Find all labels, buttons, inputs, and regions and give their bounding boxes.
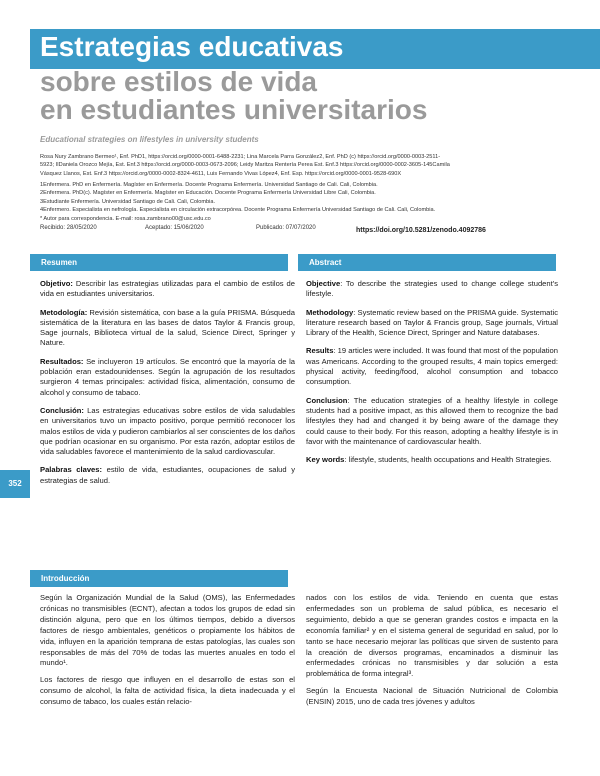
authors-line: 5923; IIDaniela Orozco Mejía, Est. Enf.3 https://orcid.org/0000-0003-0673-2096; Leidy Maritza Rentería Perea Est. Enf.3 https://orcid.org/0000-0002-3605-145Camila xyxy=(40,162,450,169)
resumen-objetivo: Objetivo: Describir las estrategias utilizadas para el cambio de estilos de vida en estudiantes universitarios. xyxy=(40,279,295,299)
resumen-heading: Resumen xyxy=(30,254,288,271)
affiliations-block xyxy=(40,181,560,223)
authors-block xyxy=(40,153,560,178)
resumen-conclusion: Conclusión: Las estrategias educativas sobre estilos de vida saludables en universitarios tuvo un impacto positivo, porque permitió reconocer los malos estilos de vida y pudieron cambiarlos al ser conscientes de los daños que podrían ocasionar en su organismo. Por esta razón, adoptar estilos de vida saludables favorece el mantenimiento de la salud cardiovascular. xyxy=(40,405,295,457)
intro-paragraph: Los factores de riesgo que influyen en el desarrollo de estas son el consumo de alcohol, la falta de actividad física, la dieta inadecuada y el consumo de tabaco, los cuales están relacio- xyxy=(40,675,295,707)
introduccion-right-column xyxy=(306,593,558,714)
introduccion-heading: Introducción xyxy=(30,570,288,587)
intro-paragraph: nados con los estilos de vida. Teniendo en cuenta que estas enfermedades son un problema de salud pública, es necesario el seguimiento, debido a que se generan grandes costos e impacta en la economía familiar² y en el sistema general de seguridad en salud, por lo tanto se hace necesario mejorar las políticas que sirven de sustento para la creación de diversos programas, encaminados a disminuir las enfermedades crónicas no transmisibles y dar solución a esta problemática de forma integral³. xyxy=(306,593,558,679)
resumen-resultados: Resultados: Se incluyeron 19 artículos. Se encontró que la mayoría de la población eran estadounidenses. Según la agrupación de los resultados surgieron 4 temas principales: actividad física, alimentación, consumo de alcohol y consumo de tabaco. xyxy=(40,356,295,397)
intro-paragraph: Según la Encuesta Nacional de Situación Nutricional de Colombia (ENSIN) 2015, uno de cada tres jóvenes y adultos xyxy=(306,686,558,707)
page-number: 352 xyxy=(0,470,30,498)
resumen-metodologia: Metodología: Revisión sistemática, con base a la guía PRISMA. Búsqueda sistemática de la literatura en las bases de datos Taylor & Francis group, Sage journals, Biblioteca virtual de la salud, Science Direct, Springer y Nature. xyxy=(40,307,295,348)
date-accepted: Aceptado: 15/06/2020 xyxy=(145,225,204,231)
abstract-body xyxy=(306,279,558,473)
authors-line: Vásquez Llanos, Est. Enf.3 https://orcid.org/0000-0002-8324-4611, Luis Fernando Vivas López4, Enf. Esp. https://orcid.org/0000-0001-9528-690X xyxy=(40,170,402,177)
abstract-heading: Abstract xyxy=(298,254,556,271)
resumen-body xyxy=(40,279,295,494)
corresponding-author: * Autor para correspondencia. E-mail: rosa.zambrano00@usc.edu.co xyxy=(40,215,211,222)
date-published: Publicado: 07/07/2020 xyxy=(256,225,316,231)
abstract-methodology: Methodology: Systematic review based on the PRISMA guide. Systematic literature research based on Taylor & Francis group, Sage journals, Virtual Library of the Health, Science Direct, Springer and Nature databases. xyxy=(306,307,558,338)
abstract-results: Results: 19 articles were included. It was found that most of the population was Americans. According to the grouped results, 4 main topics emerged: physical activity, feeding/food, alcohol consumption and tobacco consumption. xyxy=(306,346,559,387)
date-received: Recibido: 28/05/2020 xyxy=(40,225,97,231)
abstract-keywords: Key words: lifestyle, students, health occupations and Health Strategies. xyxy=(306,455,552,465)
doi-link[interactable]: https://doi.org/10.5281/zenodo.4092786 xyxy=(356,227,486,234)
affiliation: 2Enfermera. PhD(c). Magíster en Enfermería. Magíster en Educación. Docente Programa Enfermería Universidad Libre Cali, Colombia. xyxy=(40,190,376,197)
resumen-keywords: Palabras claves: estilo de vida, estudiantes, ocupaciones de salud y estrategias de salud. xyxy=(40,465,295,485)
affiliation: 4Enfermero. Especialista en nefrología. Especialista en circulación extracorpórea. Docente Programa Enfermería Universidad Santiago de Cali. Cali, Colombia. xyxy=(40,207,436,214)
intro-paragraph: Según la Organización Mundial de la Salud (OMS), las Enfermedades crónicas no transmisibles (ECNT), afectan a todos los grupos de edad sin distinción alguna, pero que en los últimos tiempos, debido a diversos factores de riesgo ambientales, genéticos o propiamente los hábitos de vida, influyen en la aparición temprana de estas patologías, las cuales son responsables de más del 70% de todas las muertes anuales en todo el mundo¹. xyxy=(40,593,295,668)
affiliation: 1Enfermera. PhD en Enfermería. Magíster en Enfermería. Docente Programa Enfermería. Universidad Santiago de Cali. Cali, Colombia. xyxy=(40,182,378,188)
article-title-line2 xyxy=(40,68,427,124)
article-subtitle: Educational strategies on lifestyles in university students xyxy=(40,135,259,144)
title-line3: en estudiantes universitarios xyxy=(40,94,428,125)
introduccion-left-column xyxy=(40,593,295,714)
article-title-line1: Estrategias educativas xyxy=(40,31,344,62)
affiliation: 3Estudiante Enfermería. Universidad Santiago de Cali. Cali, Colombia. xyxy=(40,198,216,205)
abstract-conclusion: Conclusion: The education strategies of a healthy lifestyle in college students had a positive impact, as this allowed them to recognize the bad lifestyles they had and changed it by being aware of the damage they could cause to their body. For this reason, adopting a healthy lifestyle is in favor with the maintenance of cardiovascular health. xyxy=(306,395,558,446)
authors-line: Rosa Nury Zambrano Bermeo¹, Enf. PhD1, https://orcid.org/0000-0001-6488-2231; Lina Marcela Parra González2, Enf. PhD (c) https://orcid.org/0000-0003-2511- xyxy=(40,154,441,160)
abstract-objective: Objective: To describe the strategies used to change college student's lifestyle. xyxy=(306,279,558,299)
title-line2: sobre estilos de vida xyxy=(40,66,317,97)
